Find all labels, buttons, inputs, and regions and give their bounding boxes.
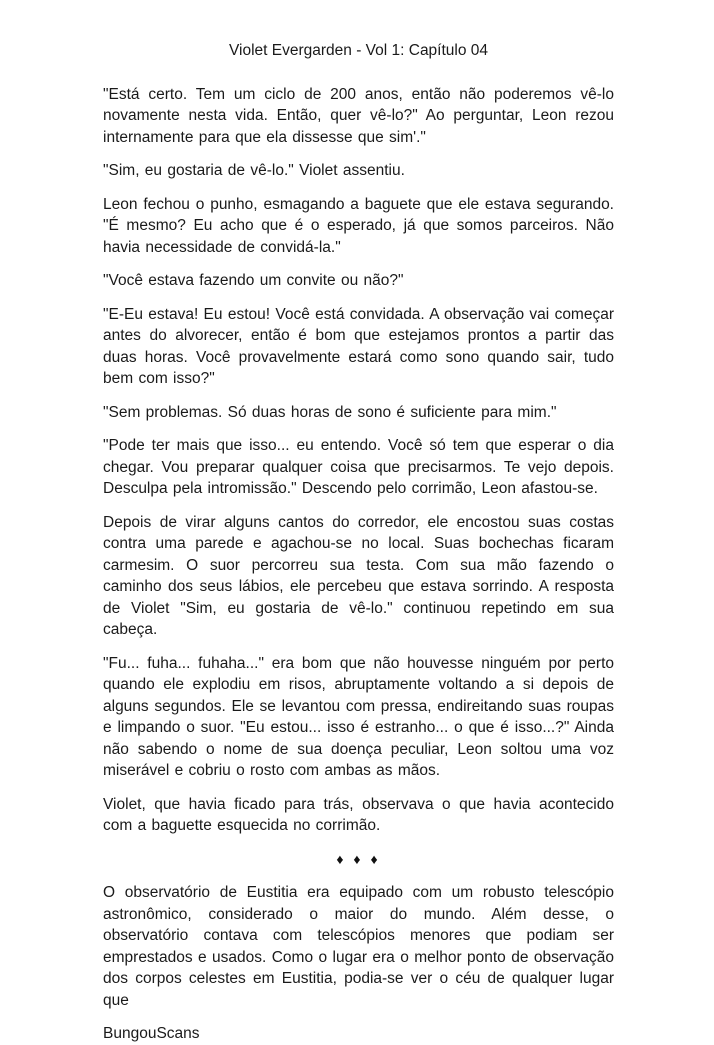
paragraph-8: Depois de virar alguns cantos do corredor, ele encostou suas costas contra uma parede e agachou-se no local. Suas bochechas ficaram carmesim. O suor percorreu sua testa. Com sua mão fazendo o caminho dos seus lábios, ele percebeu que estava sorrindo. A resposta de Violet "Sim, eu gostaria de vê-lo." continuou repetindo em sua cabeça. bbox=[103, 513, 614, 638]
scanlation-credit: BungouScans bbox=[103, 1025, 200, 1042]
paragraph-6: "Sem problemas. Só duas horas de sono é suficiente para mim." bbox=[103, 403, 557, 421]
paragraph-2: "Sim, eu gostaria de vê-lo." Violet assentiu. bbox=[103, 162, 405, 179]
paragraph-11: O observatório de Eustitia era equipado com um robusto telescópio astronômico, considerado o maior do mundo. Além desse, o observatório contava com telescópios menores que podiam ser emprestados e usados. Como o lugar era o melhor ponto de observação dos corpos celestes em Eustitia, podia-se ver o céu de qualquer lugar que bbox=[103, 884, 614, 1009]
paragraph-1: "Está certo. Tem um ciclo de 200 anos, então não poderemos vê-lo novamente nesta vida. Então, quer vê-lo?" Ao perguntar, Leon rezou internamente para que ela dissesse que sim'." bbox=[103, 85, 614, 146]
paragraph-9: "Fu... fuha... fuhaha..." era bom que não houvesse ninguém por perto quando ele explodiu em risos, abruptamente voltando a si depois de alguns segundos. Ele se levantou com pressa, endireitando suas roupas e limpando o suor. "Eu estou... isso é estranho... o que é isso...?" Ainda não sabendo o nome de sua doença peculiar, Leon soltou uma voz miserável e cobriu o rosto com ambas as mãos. bbox=[103, 654, 614, 779]
paragraph-10: Violet, que havia ficado para trás, observava o que havia acontecido com a baguette esquecida no corrimão. bbox=[103, 795, 614, 834]
paragraph-4: "Você estava fazendo um convite ou não?" bbox=[103, 272, 404, 289]
paragraph-3: Leon fechou o punho, esmagando a baguete que ele estava segurando. "É mesmo? Eu acho que é o esperado, já que somos parceiros. Não havia necessidade de convidá-la." bbox=[103, 195, 614, 256]
page-title: Violet Evergarden - Vol 1: Capítulo 04 bbox=[228, 42, 489, 59]
section-separator-diamonds: ♦ ♦ ♦ bbox=[336, 850, 381, 867]
paragraph-7: "Pode ter mais que isso... eu entendo. Você só tem que esperar o dia chegar. Vou preparar qualquer coisa que precisarmos. Te vejo depois. Desculpa pela intromissão." Descendo pelo corrimão, Leon afastou-se. bbox=[103, 437, 614, 497]
paragraph-5: "E-Eu estava! Eu estou! Você está convidada. A observação vai começar antes do alvorecer, então é bom que estejamos prontos a partir das duas horas. Você provavelmente estará como sono quando sair, tudo bem com isso?" bbox=[103, 305, 614, 387]
